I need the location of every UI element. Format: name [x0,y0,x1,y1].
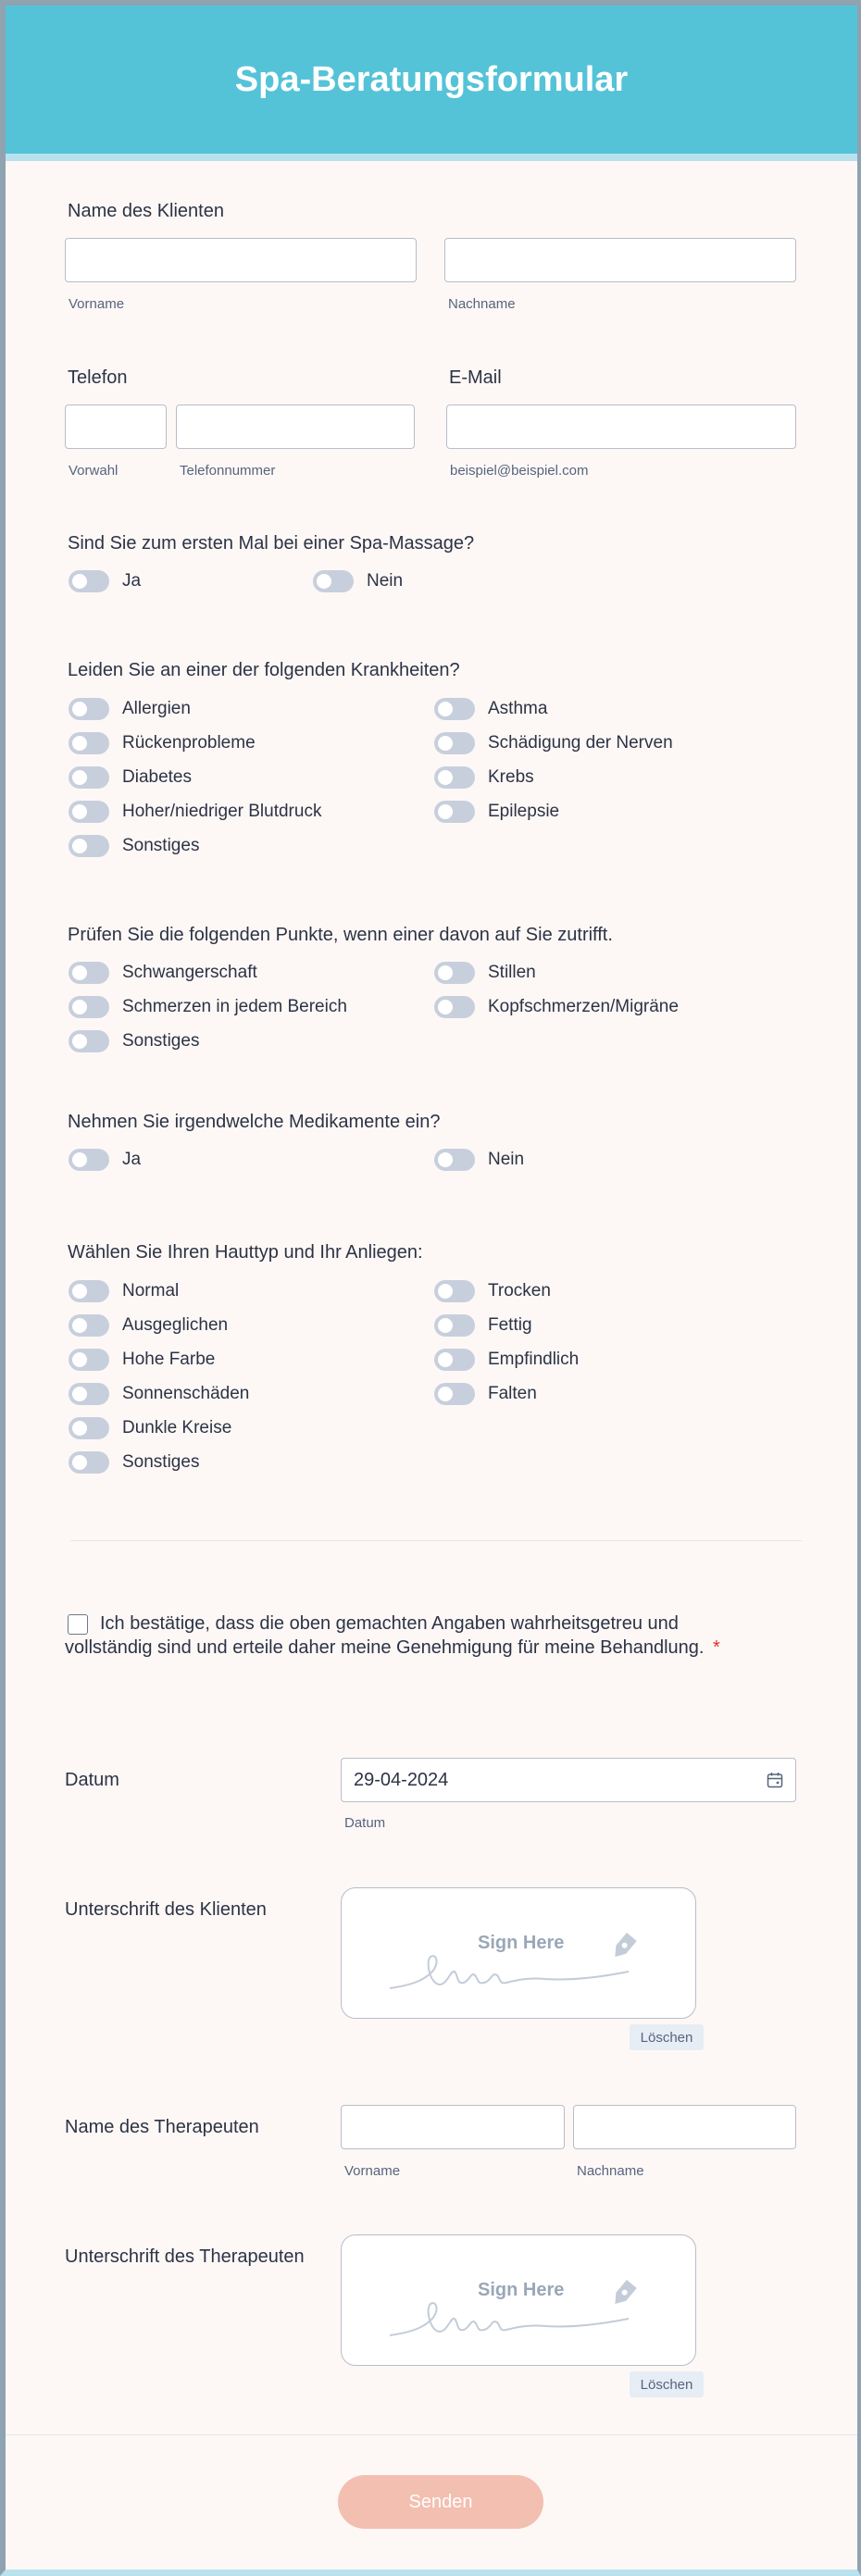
check-point-option[interactable] [434,993,679,1021]
section-divider [70,1540,802,1541]
option-label: Schmerzen in jedem Bereich [122,997,347,1016]
option-label: Ja [122,571,142,591]
skin-option[interactable] [434,1312,532,1339]
client-last-name-input[interactable] [444,238,796,282]
skin-option[interactable] [434,1346,579,1374]
therapist-signature-clear-button[interactable]: Löschen [630,2371,704,2397]
toggle-switch[interactable] [434,801,475,823]
toggle-switch[interactable] [69,996,109,1018]
therapist-last-name-input[interactable] [573,2105,796,2149]
toggle-switch[interactable] [434,732,475,754]
skin-option[interactable] [69,1346,215,1374]
first-massage-question: Sind Sie zum ersten Mal bei einer Spa-Massage? [68,533,475,554]
condition-option[interactable] [69,695,191,723]
condition-option[interactable] [69,729,256,757]
toggle-switch[interactable] [69,1149,109,1171]
toggle-switch[interactable] [69,1280,109,1302]
client-name-label: Name des Klienten [68,201,224,221]
toggle-switch[interactable] [434,1149,475,1171]
consent-line-1: Ich bestätige, dass die oben gemachten Angaben wahrheitsgetreu und [100,1613,679,1634]
toggle-switch[interactable] [69,801,109,823]
phone-label: Telefon [68,367,128,388]
calendar-icon[interactable] [767,1772,783,1793]
option-label: Trocken [488,1281,551,1300]
medication-option-no[interactable] [434,1146,524,1174]
option-label: Schwangerschaft [122,963,257,982]
check-point-option[interactable] [434,959,536,987]
consent-checkbox[interactable] [68,1614,88,1635]
form-header [6,6,857,161]
signature-scribble-icon [388,2271,666,2345]
toggle-switch[interactable] [69,1030,109,1052]
therapist-signature-pad[interactable] [341,2234,696,2366]
sign-here-placeholder: Sign Here [478,1933,565,1953]
email-label: E-Mail [449,367,502,388]
therapist-signature-label: Unterschrift des Therapeuten [65,2246,305,2267]
option-label: Allergien [122,699,191,718]
toggle-switch[interactable] [69,1383,109,1405]
option-label: Ausgeglichen [122,1315,229,1335]
toggle-switch[interactable] [434,996,475,1018]
toggle-switch[interactable] [69,962,109,984]
option-label: Kopfschmerzen/Migräne [488,997,679,1016]
option-label: Stillen [488,963,536,982]
consent-line-2-wrap [65,1637,720,1659]
option-label: Asthma [488,699,548,718]
toggle-switch[interactable] [69,732,109,754]
footer-divider [6,2434,857,2435]
form-title: Spa-Beratungsformular [234,59,629,99]
option-label: Nein [367,571,404,591]
toggle-switch[interactable] [434,1349,475,1371]
check-point-option[interactable] [69,1027,199,1055]
medication-option-yes[interactable] [69,1146,141,1174]
toggle-switch[interactable] [69,835,109,857]
date-input[interactable] [341,1758,796,1802]
signature-scribble-icon [388,1923,666,1997]
toggle-switch[interactable] [69,1314,109,1337]
first-massage-option-no[interactable] [313,567,403,595]
toggle-switch[interactable] [69,1349,109,1371]
first-massage-option-yes[interactable] [69,567,141,595]
toggle-switch[interactable] [434,962,475,984]
phone-area-sublabel: Vorwahl [69,463,119,479]
toggle-switch[interactable] [434,1383,475,1405]
phone-area-input[interactable] [65,404,167,449]
option-label: Sonstiges [122,1452,200,1472]
date-sublabel: Datum [344,1815,386,1831]
option-label: Krebs [488,767,534,787]
option-label: Normal [122,1281,180,1300]
consent-line-2: vollständig sind und erteile daher meine Genehmigung für meine Behandlung. [65,1637,705,1658]
option-label: Sonstiges [122,1031,200,1051]
skin-option[interactable] [69,1449,199,1476]
skin-option[interactable] [434,1277,551,1305]
therapist-first-name-input[interactable] [341,2105,565,2149]
condition-option[interactable] [69,832,199,860]
option-label: Diabetes [122,767,192,787]
client-last-name-sublabel: Nachname [448,296,516,312]
client-signature-label: Unterschrift des Klienten [65,1899,267,1920]
skin-option[interactable] [69,1414,231,1442]
required-mark: * [713,1637,720,1658]
toggle-switch[interactable] [434,1280,475,1302]
client-signature-pad[interactable] [341,1887,696,2019]
date-label: Datum [65,1770,119,1790]
skin-option[interactable] [434,1380,537,1408]
check-points-question: Prüfen Sie die folgenden Punkte, wenn einer davon auf Sie zutrifft. [68,925,613,945]
option-label: Ja [122,1150,142,1169]
option-label: Hohe Farbe [122,1350,216,1369]
option-label: Epilepsie [488,802,560,821]
check-point-option[interactable] [69,993,347,1021]
check-point-option[interactable] [69,959,257,987]
medication-question: Nehmen Sie irgendwelche Medikamente ein? [68,1112,441,1132]
condition-option[interactable] [69,798,321,826]
option-label: Falten [488,1384,537,1403]
email-sublabel: beispiel@beispiel.com [450,463,589,479]
sign-here-placeholder: Sign Here [478,2280,565,2300]
therapist-first-name-sublabel: Vorname [344,2163,401,2179]
option-label: Dunkle Kreise [122,1418,232,1437]
skin-option[interactable] [69,1380,249,1408]
client-first-name-sublabel: Vorname [69,296,125,312]
option-label: Nein [488,1150,525,1169]
toggle-switch[interactable] [313,570,354,592]
option-label: Sonnenschäden [122,1384,250,1403]
therapist-last-name-sublabel: Nachname [577,2163,644,2179]
client-first-name-input[interactable] [65,238,417,282]
toggle-switch[interactable] [69,1417,109,1439]
condition-option[interactable] [434,695,547,723]
condition-option[interactable] [434,764,534,791]
toggle-switch[interactable] [434,698,475,720]
option-label: Schädigung der Nerven [488,733,673,753]
condition-option[interactable] [69,764,192,791]
option-label: Fettig [488,1315,532,1335]
toggle-switch[interactable] [69,570,109,592]
option-label: Sonstiges [122,836,200,855]
conditions-question: Leiden Sie an einer der folgenden Krankheiten? [68,660,460,680]
skin-question: Wählen Sie Ihren Hauttyp und Ihr Anliegen: [68,1242,423,1263]
skin-option[interactable] [69,1277,179,1305]
client-signature-clear-button[interactable]: Löschen [630,2024,704,2050]
phone-number-sublabel: Telefonnummer [180,463,276,479]
email-input[interactable] [446,404,796,449]
toggle-switch[interactable] [69,698,109,720]
option-label: Hoher/niedriger Blutdruck [122,802,322,821]
toggle-switch[interactable] [434,1314,475,1337]
skin-option[interactable] [69,1312,228,1339]
condition-option[interactable] [434,729,673,757]
condition-option[interactable] [434,798,559,826]
toggle-switch[interactable] [434,766,475,789]
toggle-switch[interactable] [69,1451,109,1474]
option-label: Rückenprobleme [122,733,256,753]
toggle-switch[interactable] [69,766,109,789]
date-value: 29-04-2024 [354,1769,449,1790]
therapist-name-label: Name des Therapeuten [65,2117,259,2137]
phone-number-input[interactable] [176,404,415,449]
option-label: Empfindlich [488,1350,580,1369]
submit-button[interactable]: Senden [338,2475,543,2529]
